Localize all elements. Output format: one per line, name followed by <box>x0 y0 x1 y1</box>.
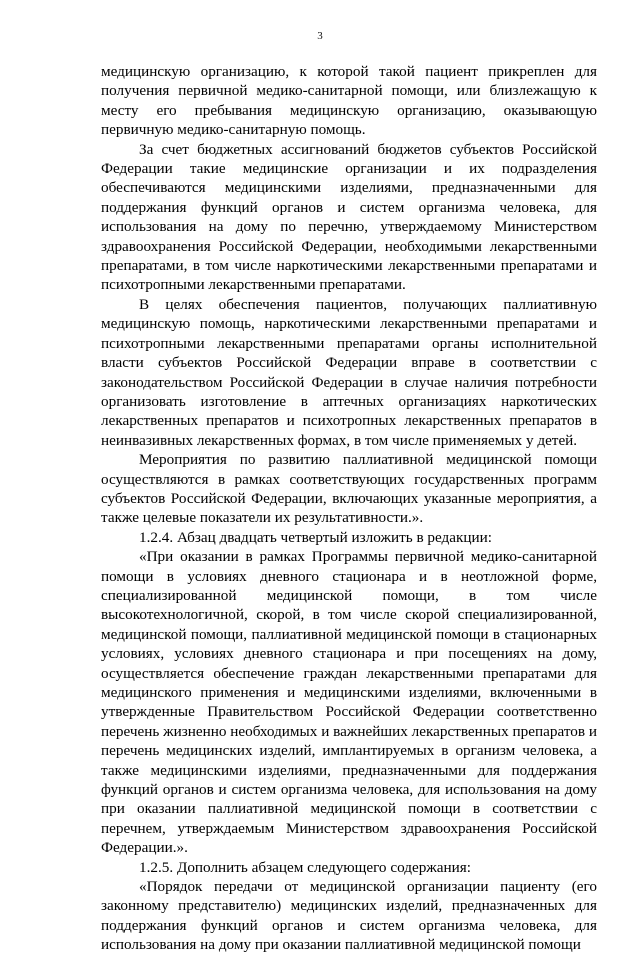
paragraph: «Порядок передачи от медицинской организации пациенту (его законному представителю) медицинских изделий, предназначенных для поддержания функций органов и систем организма человека, для использования на дому при оказании паллиативной медицинской помощи <box>101 878 597 954</box>
paragraph: В целях обеспечения пациентов, получающих паллиативную медицинскую помощь, наркотическими лекарственными препаратами и психотропными лекарственными препаратами органы исполнительной власти субъектов Российской Федерации вправе в соответствии с законодательством Российской Федерации в случае наличия потребности организовать изготовление в аптечных организациях наркотических лекарственных препаратов и психотропных лекарственных препаратов в неинвазивных лекарственных формах, в том числе применяемых у детей. <box>101 295 597 449</box>
page-number: 3 <box>317 30 323 42</box>
paragraph: «При оказании в рамках Программы первичной медико-санитарной помощи в условиях дневного стационара и в неотложной форме, специализированной медицинской помощи, в том числе высокотехнологичной, скорой, в том числе скорой специализированной, медицинской помощи, паллиативной медицинской помощи в стационарных условиях, условиях дневного стационара и при посещениях на дому, осуществляется обеспечение граждан лекарственными препаратами для медицинского применения и медицинскими изделиями, включенными в утвержденные Правительством Российской Федерации соответственно перечень жизненно необходимых и важнейших лекарственных препаратов и перечень медицинских изделий, имплантируемых в организм человека, а также медицинскими изделиями, предназначенными для поддержания функций органов и систем организма человека, для использования на дому при оказании паллиативной медицинской помощи в соответствии с перечнем, утверждаемым Министерством здравоохранения Российской Федерации.». <box>101 548 597 857</box>
paragraph: 1.2.5. Дополнить абзацем следующего содержания: <box>139 858 471 876</box>
paragraph: Мероприятия по развитию паллиативной медицинской помощи осуществляются в рамках соответствующих государственных программ субъектов Российской Федерации, включающих указанные мероприятия, а также целевые показатели их результативности.». <box>101 451 597 527</box>
document-body <box>101 62 597 955</box>
paragraph: За счет бюджетных ассигнований бюджетов субъектов Российской Федерации такие медицинские организации и их подразделения обеспечиваются медицинскими изделиями, предназначенными для поддержания функций органов и систем организма человека, для использования на дому по перечню, утверждаемому Министерством здравоохранения Российской Федерации, необходимыми лекарственными препаратами, в том числе наркотическими лекарственными препаратами и психотропными лекарственными препаратами. <box>101 140 597 294</box>
paragraph: медицинскую организацию, к которой такой пациент прикреплен для получения первичной медико-санитарной помощи, или близлежащую к месту его пребывания медицинскую организацию, оказывающую первичную медико-санитарную помощь. <box>101 63 597 139</box>
paragraph: 1.2.4. Абзац двадцать четвертый изложить в редакции: <box>139 528 493 546</box>
